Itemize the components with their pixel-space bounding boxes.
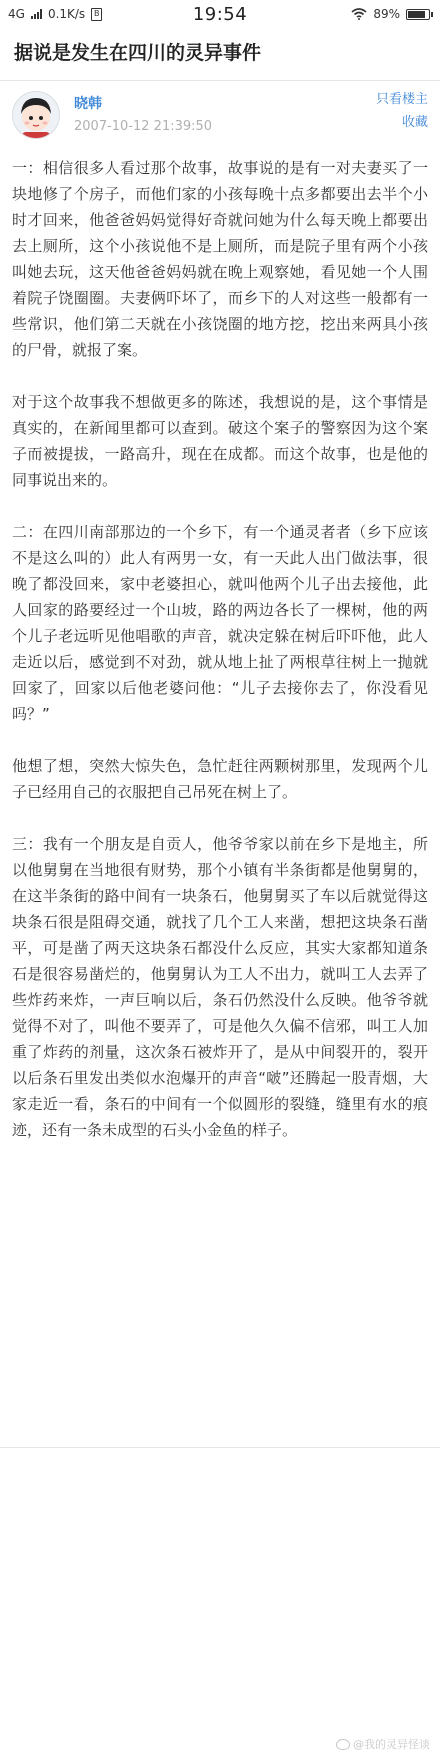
author-actions <box>376 91 428 137</box>
post-end-divider <box>0 1447 440 1448</box>
sim-icon: B <box>91 8 102 21</box>
watermark <box>336 1736 430 1752</box>
paragraph-4: 他想了想，突然大惊失色，急忙赶往两颗树那里，发现两个儿子已经用自己的衣服把自己吊死在树上了。 <box>12 757 428 801</box>
author-meta <box>74 91 212 135</box>
status-left <box>8 7 102 21</box>
author-name[interactable]: 晓韩 <box>74 96 102 112</box>
avatar[interactable] <box>12 91 60 139</box>
paragraph-3: 二：在四川南部那边的一个乡下，有一个通灵者者（乡下应该不是这么叫的）此人有两男一女，有一天此人出门做法事，很晚了都没回来，家中老婆担心，就叫他两个儿子出去接他，此人回家的路要经过一个山坡，路的两边各长了一棵树，他的两个儿子老远听见他唱歌的声音，就决定躲在树后吓吓他，此人走近以后，感觉到不对劲，就从地上扯了两根草往树上一抛就回家了，回家以后他老婆问他：“儿子去接你去了，你没看见吗？” <box>12 523 428 723</box>
paragraph-2: 对于这个故事我不想做更多的陈述，我想说的是，这个事情是真实的，在新闻里都可以查到。破这个案子的警察因为这个案子而被提拔，一路高升，现在在成都。而这个故事，也是他的同事说出来的。 <box>12 393 428 489</box>
avatar-face-icon <box>13 92 59 138</box>
status-bar <box>0 0 440 28</box>
wifi-icon <box>351 8 367 20</box>
favorite-link[interactable]: 收藏 <box>401 115 428 130</box>
battery-icon <box>406 9 430 20</box>
watermark-text: @我的灵异怪谈 <box>353 1738 430 1751</box>
post-title: 据说是发生在四川的灵异事件 <box>14 42 262 64</box>
paragraph-1: 一：相信很多人看过那个故事，故事说的是有一对夫妻买了一块地修了个房子，而他们家的小孩每晚十点多都要出去半个小时才回来，他爸爸妈妈觉得好奇就问她为什么每天晚上都要出去上厕所，这个小孩说他不是上厕所，而是院子里有两个小孩叫她去玩，这天他爸爸妈妈就在晚上观察她，看见她一个人围着院子饶圈圈。夫妻俩吓坏了，而乡下的人对这些一般都有一些常识，他们第二天就在小孩饶圈的地方挖，挖出来两具小孩的尸骨，就报了案。 <box>12 159 428 359</box>
battery-percent: 89% <box>373 7 400 21</box>
post-timestamp: 2007-10-12 21:39:50 <box>74 119 213 134</box>
status-right <box>351 7 430 21</box>
only-author-link[interactable]: 只看楼主 <box>375 92 428 107</box>
author-row <box>0 81 440 147</box>
battery-fill <box>408 11 425 18</box>
network-type: 4G <box>8 7 25 21</box>
weibo-icon <box>336 1739 350 1750</box>
network-speed: 0.1K/s <box>47 7 86 21</box>
post-body <box>0 147 440 1143</box>
paragraph-5: 三：我有一个朋友是自贡人，他爷爷家以前在乡下是地主，所以他舅舅在当地很有财势，那个小镇有半条街都是他舅舅的，在这半条街的路中间有一块条石，他舅舅买了车以后就觉得这块条石很是阻碍交通，就找了几个工人来凿，想把这块条石凿平，可是凿了两天这块条石都没什么反应，其实大家都知道条石是很容易凿烂的，他舅舅认为工人不出力，就叫工人去弄了些炸药来炸，一声巨响以后，条石仍然没什么反映。他爷爷就觉得不对了，叫他不要弄了，可是他久久偏不信邪，叫工人加重了炸药的剂量，这次条石被炸开了，是从中间裂开的，裂开以后条石里发出类似水泡爆开的声音“啵”还腾起一股青烟，大家走近一看，条石的中间有一个似圆形的裂缝，缝里有水的痕迹，还有一条未成型的石头小金鱼的样子。 <box>12 835 428 1139</box>
status-time: 19:54 <box>192 4 248 25</box>
signal-icon <box>31 9 42 19</box>
